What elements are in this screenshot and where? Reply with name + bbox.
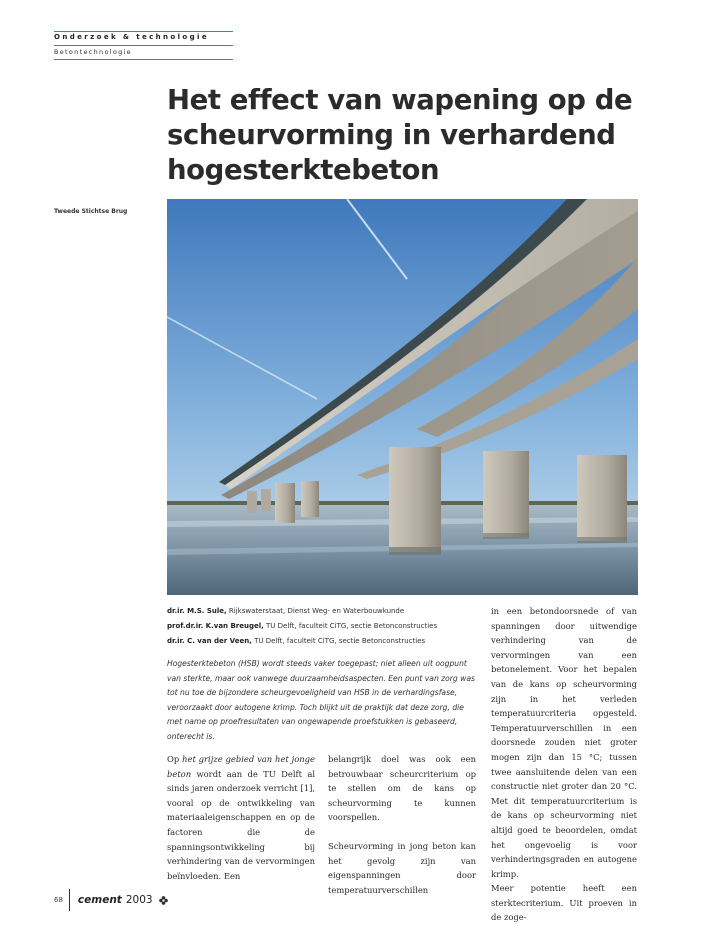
body-paragraph: Scheurvorming in jong beton kan het gevolg zijn van eigenspanningen door temperatuurverschillen: [328, 840, 476, 895]
body-paragraph: Meer potentie heeft een sterktecriterium. Uit proeven in de zoge-: [491, 883, 637, 923]
author-list: [167, 604, 487, 649]
magazine-name: cement: [77, 894, 122, 906]
body-text: wordt aan de TU Delft al sinds jaren onderzoek verricht [1], vooral op de ontwikkeling van materiaaleigenschappen en op de factoren die de spanningsontwikkeling bij verhindering van de vervormingen beïnvloeden. Een: [167, 768, 315, 881]
footer-divider: [69, 889, 70, 911]
abstract: Hogesterktebeton (HSB) wordt steeds vaker toegepast; niet alleen uit oogpunt van sterkte, maar ook vanwege duurzaamheidsaspecten. Een punt van zorg was tot nu toe de bijzondere scheurgevoeligheid van HSB in de verhardingsfase, veroorzaakt door autogene krimp. Toch blijkt uit de praktijk dat deze zorg, die met name op proefresultaten van ongewapende proefstukken is gebaseerd, onterecht is.: [167, 659, 475, 741]
body-text: Op: [167, 754, 183, 764]
bridge-photo: [167, 199, 638, 595]
body-paragraph: in een betondoorsnede of van spanningen door uitwendige verhindering van de vervormingen van een betonelement. Voor het bepalen van de kans op scheurvorming zijn in het verleden temperatuurcriteria opgesteld. Temperatuurverschillen in een doorsnede zouden niet groter mogen zijn dan 15 °C; tussen twee aansluitende delen van een constructie niet groter dan 20 °C. Met dit temperatuurcriterium is de kans op scheurvorming niet altijd goed te beoordelen, omdat het ongevoelig is voor verhinderingsgraden en autogene krimp.: [491, 606, 637, 879]
author-affiliation: Rijkswaterstaat, Dienst Weg- en Waterbouwkunde: [228, 607, 405, 615]
author-name: dr.ir. M.S. Sule,: [167, 607, 227, 615]
page-footer: [54, 888, 168, 912]
section-label: Onderzoek & technologie: [54, 33, 209, 41]
body-paragraph: [167, 752, 315, 883]
page-number: 68: [54, 896, 63, 904]
author-name: prof.dr.ir. K.van Breugel,: [167, 622, 264, 630]
subsection-label: Betontechnologie: [54, 48, 132, 56]
body-column-3: [491, 604, 637, 925]
header-rule-top: [54, 31, 233, 32]
body-text-italic: het grijze gebied van het jonge beton: [167, 754, 315, 779]
photo-caption: Tweede Stichtse Brug: [54, 208, 128, 215]
author-entry: [167, 634, 487, 649]
body-paragraph: belangrijk doel was ook een betrouwbaar scheurcriterium op te stellen om de kans op scheurvorming te kunnen voorspellen.: [328, 754, 476, 823]
body-column-1: [167, 752, 315, 883]
header-rule-bottom: [54, 59, 233, 60]
author-entry: [167, 604, 487, 619]
author-entry: [167, 619, 487, 634]
body-column-2: [328, 752, 476, 897]
header-rule-middle: [54, 45, 233, 46]
article-title: Het effect van wapening op de scheurvorming in verhardend hogesterktebeton: [167, 84, 633, 186]
magazine-year: 2003: [125, 894, 153, 906]
author-name: dr.ir. C. van der Veen,: [167, 637, 252, 645]
author-affiliation: TU Delft, faculteit CiTG, sectie Betonconstructies: [254, 637, 426, 645]
flower-icon: [159, 896, 168, 905]
author-affiliation: TU Delft, faculteit CiTG, sectie Betonconstructies: [266, 622, 438, 630]
